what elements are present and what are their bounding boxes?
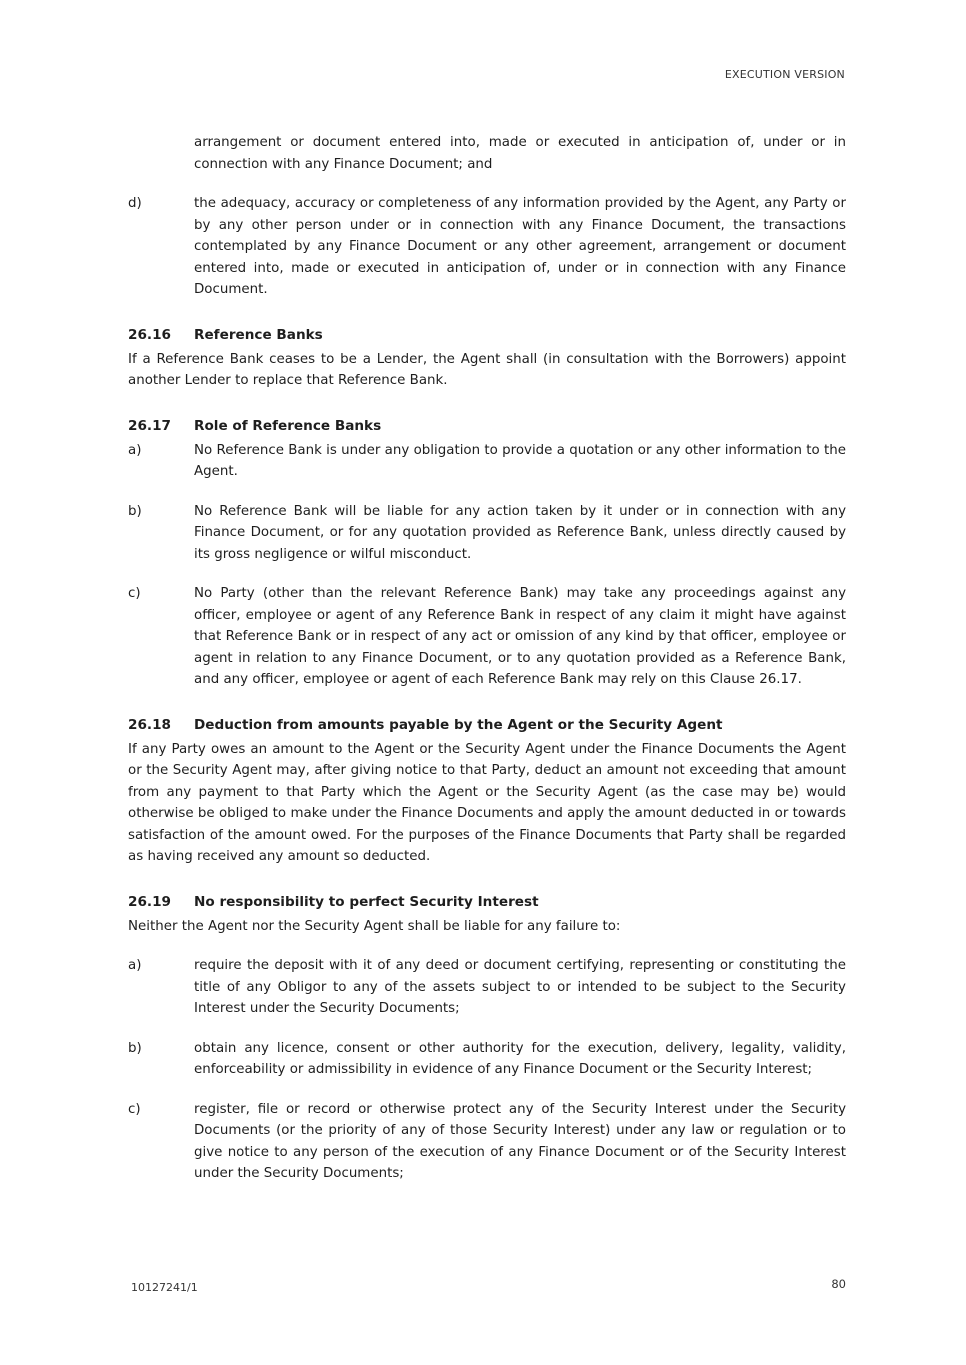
document-reference: 10127241/1: [131, 1281, 198, 1294]
list-item-d: [128, 193, 846, 301]
section-heading-26-18: [128, 715, 846, 735]
intro-continuation: arrangement or document entered into, made or executed in anticipation of, under or in connection with any Finance Document; and: [194, 135, 846, 172]
list-marker: a): [128, 958, 142, 973]
list-item-a: [128, 955, 846, 1020]
list-item-c: [128, 583, 846, 691]
list-marker: c): [128, 1101, 141, 1117]
document-body: [128, 132, 846, 1185]
section-title: Deduction from amounts payable by the Agent or the Security Agent: [194, 716, 723, 733]
section-title: Reference Banks: [194, 326, 323, 343]
list-item-text: obtain any licence, consent or other authority for the execution, delivery, legality, validity, enforceability or admissibility in evidence of any Finance Document or the Security Interest;: [194, 1040, 846, 1077]
list-item-a: [128, 440, 846, 483]
section-title: Role of Reference Banks: [194, 417, 382, 434]
list-item-text: the adequacy, accuracy or completeness of any information provided by the Agent, any Party or by any other person under or in connection with any Finance Document, the transactions contemplated by any Finance Document or any other agreement, arrangement or document entered into, made or executed in anticipation of, under or in connection with any Finance Document.: [194, 196, 846, 297]
list-item-b: [128, 1038, 846, 1081]
list-item-text: No Reference Bank is under any obligation to provide a quotation or any other information to the Agent.: [194, 442, 846, 479]
list-item-text: No Reference Bank will be liable for any action taken by it under or in connection with any Finance Document, or for any quotation provided as Reference Bank, unless directly caused by its gross negligence or wilful misconduct.: [194, 503, 846, 562]
list-marker: b): [128, 503, 142, 519]
execution-version-label: EXECUTION VERSION: [724, 68, 845, 81]
section-heading-26-16: [128, 325, 846, 345]
list-item-text: No Party (other than the relevant Reference Bank) may take any proceedings against any officer, employee or agent of any Reference Bank in respect of any claim it might have against that Reference Bank or in respect of any act or omission of any kind by that officer, employee or agent in relation to any Finance Document, or to any quotation provided as a Reference Bank, and any officer, employee or agent of each Reference Bank may rely on this Clause 26.17.: [194, 586, 846, 687]
list-item-text: require the deposit with it of any deed or document certifying, representing or constituting the title of any Obligor to any of the assets subject to or intended to be subject to the Security Interest under the Security Documents;: [194, 958, 846, 1016]
section-heading-26-17: [128, 416, 846, 436]
list-marker: c): [128, 586, 141, 601]
section-26-16-text: If a Reference Bank ceases to be a Lender, the Agent shall (in consultation with the Borrowers) appoint another Lender to replace that Reference Bank.: [128, 351, 846, 388]
section-number: 26.17: [128, 417, 171, 434]
list-marker: a): [128, 442, 142, 458]
section-heading-26-19: [128, 892, 846, 912]
section-number: 26.19: [128, 893, 171, 910]
section-26-18-text: If any Party owes an amount to the Agent or the Security Agent under the Finance Documents the Agent or the Security Agent may, after giving notice to that Party, deduct an amount not exceeding that amount from any payment to that Party which the Agent or the Security Agent (as the case may be) would otherwise be obliged to make under the Finance Documents and apply the amount deducted in or towards satisfaction of the amount owed. For the purposes of the Finance Documents that Party shall be regarded as having received any amount so deducted.: [128, 741, 846, 864]
section-number: 26.16: [128, 326, 171, 343]
list-marker: d): [128, 196, 142, 211]
list-item-c: [128, 1099, 846, 1185]
list-item-b: [128, 501, 846, 566]
section-title: No responsibility to perfect Security Interest: [194, 893, 539, 910]
list-marker: b): [128, 1040, 142, 1056]
section-26-19-intro: Neither the Agent nor the Security Agent shall be liable for any failure to:: [128, 918, 621, 934]
section-number: 26.18: [128, 716, 171, 733]
page-number: 80: [831, 1277, 846, 1291]
list-item-text: register, file or record or otherwise protect any of the Security Interest under the Security Documents (or the priority of any of those Security Interest) under any law or regulation or to give notice to any person of the execution of any Finance Document or of the Security Interest under the Security Documents;: [194, 1101, 846, 1181]
